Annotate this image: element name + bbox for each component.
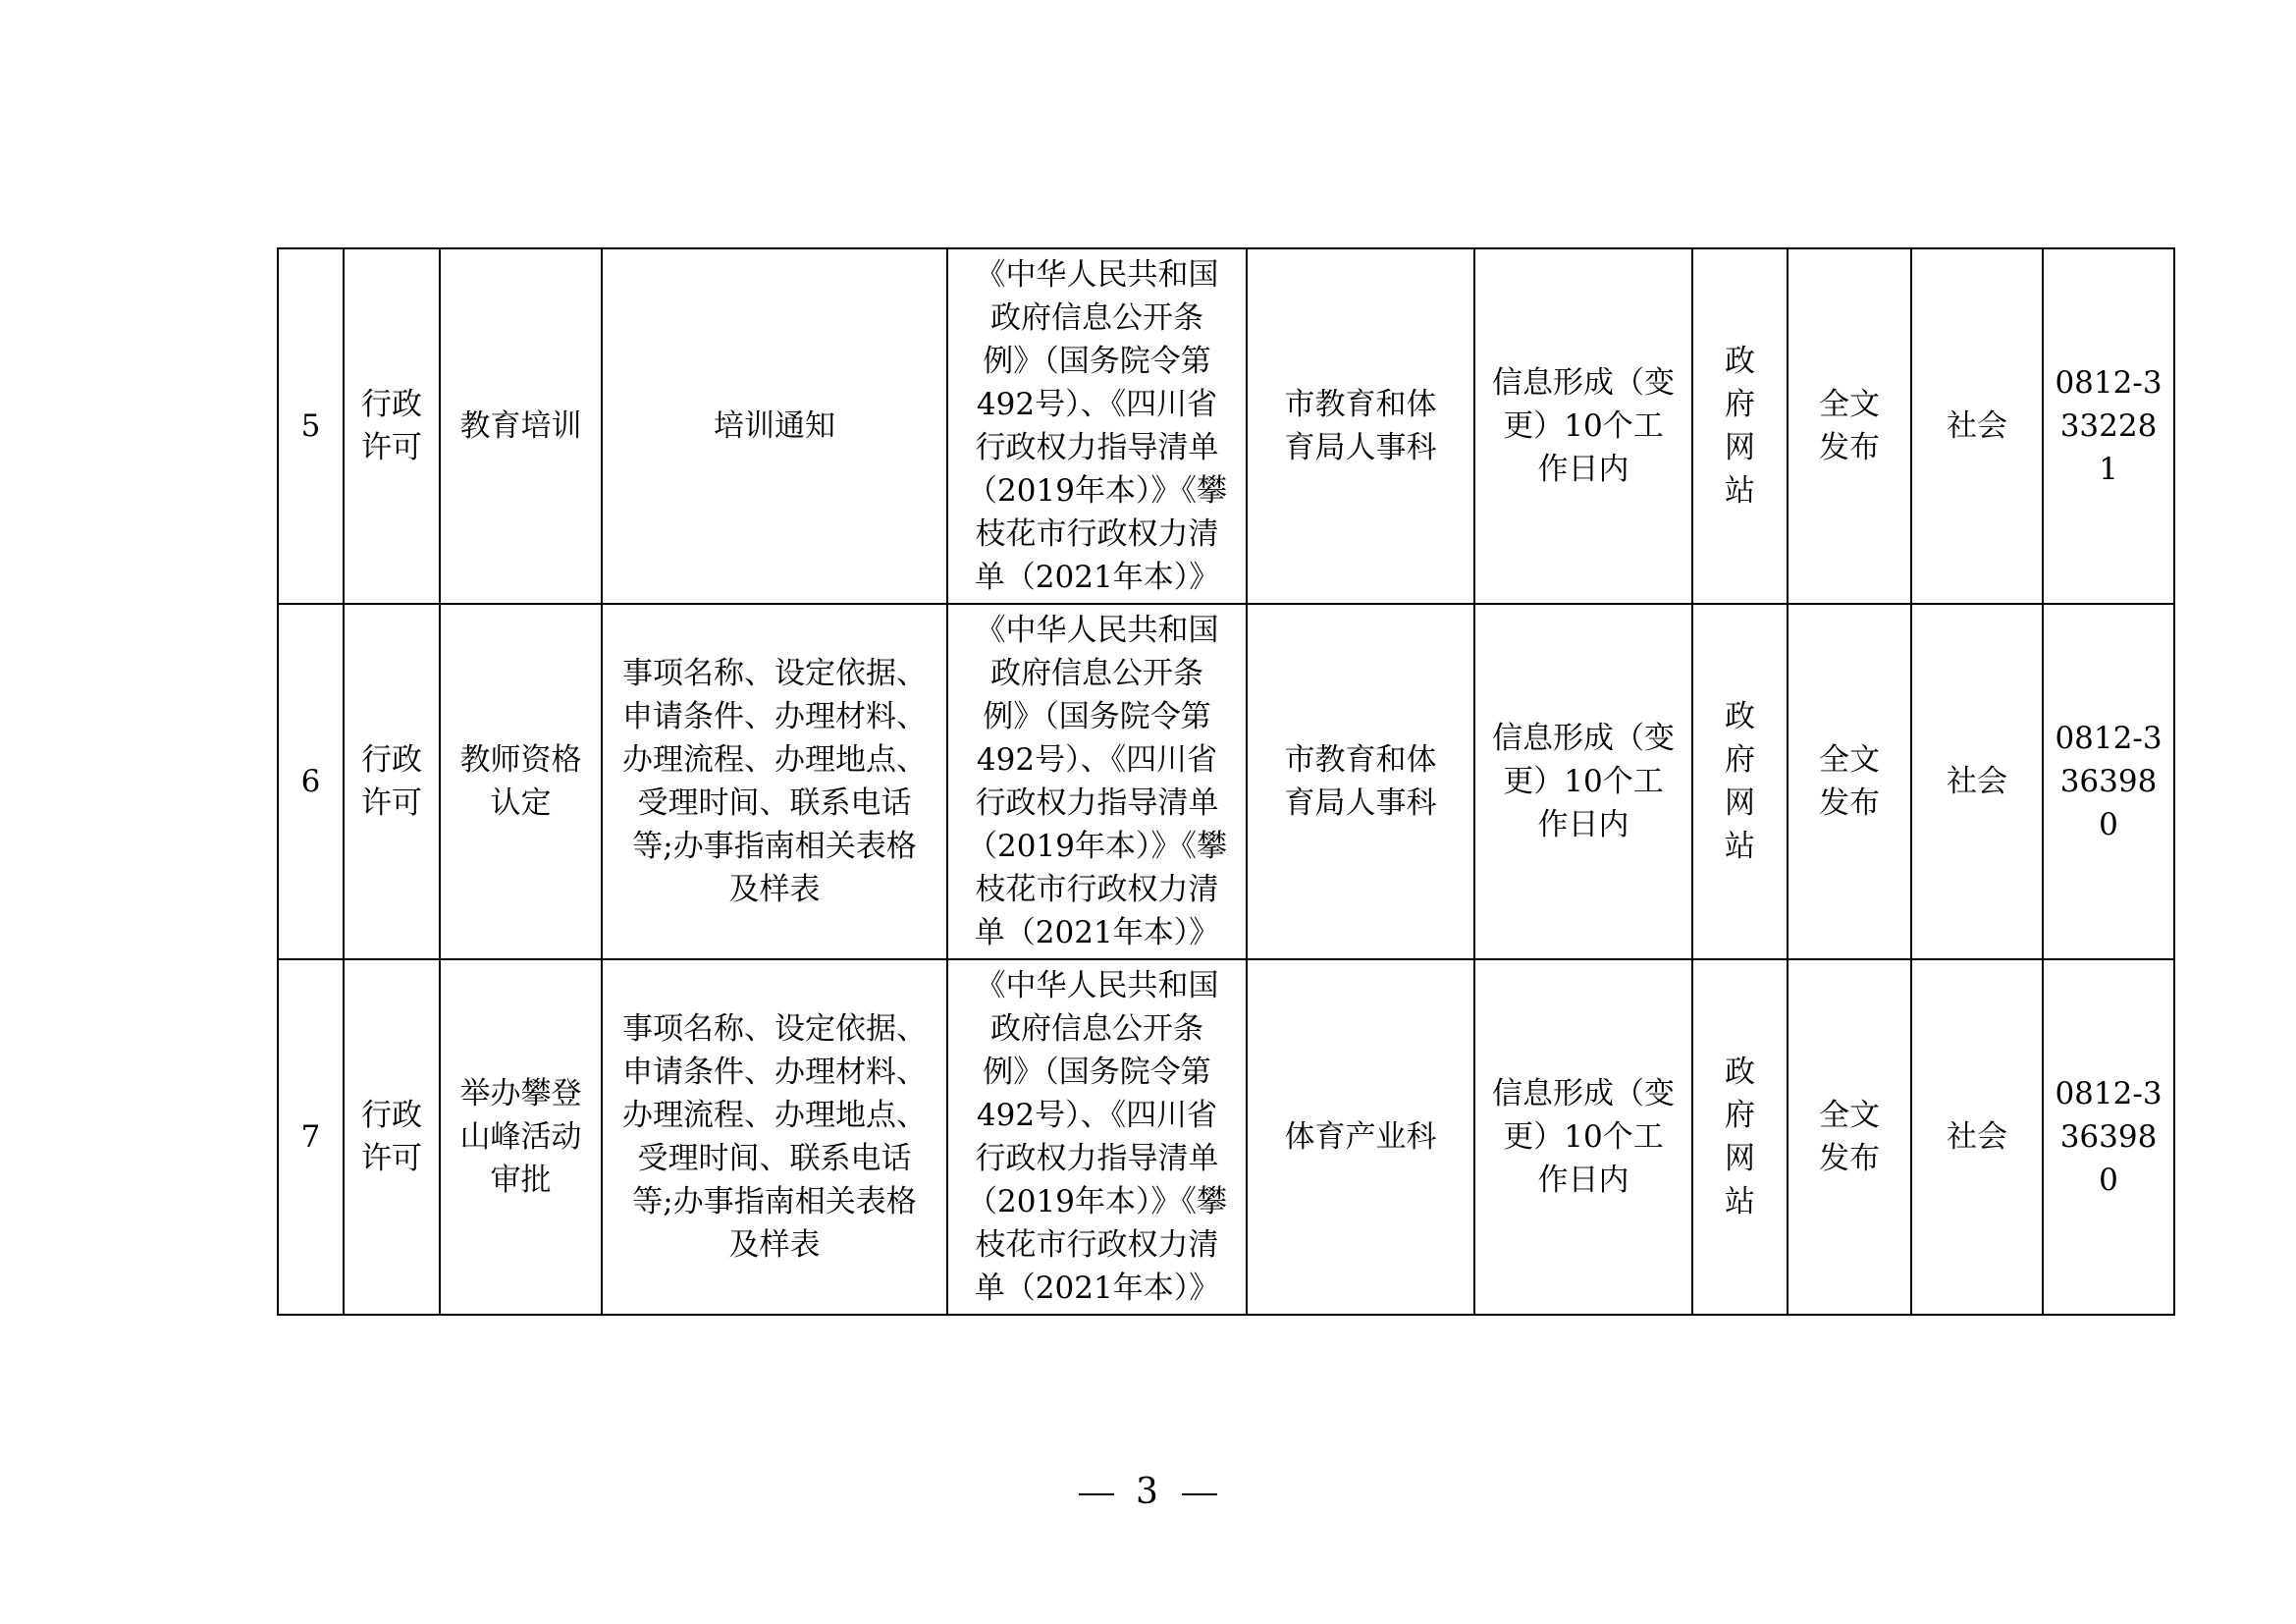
phone-text: 0812-3 363980 (2055, 721, 2163, 842)
department-text: 体育产业科 (1284, 1119, 1437, 1155)
item-text: 教育培训 (459, 408, 582, 444)
item-text: 举办攀登 山峰活动 审批 (459, 1076, 582, 1198)
category-cell (344, 959, 440, 1315)
category-cell (344, 604, 440, 959)
content-cell (602, 248, 947, 604)
scope-cell (1911, 248, 2043, 604)
phone-cell (2043, 959, 2174, 1315)
basis-text: 《中华人民共和国 政府信息公开条 例》（国务院令第 492号）、《四川省 行政权力指导清单 （2019年本）》《攀 枝花市行政权力清 单（2021年本）》 (967, 613, 1227, 950)
right-dash (1182, 1493, 1217, 1495)
time-limit-cell (1474, 959, 1692, 1315)
scope-text: 社会 (1947, 1119, 2007, 1155)
basis-cell (947, 959, 1247, 1315)
department-text: 市教育和体 育局人事科 (1284, 742, 1437, 821)
basis-cell (947, 248, 1247, 604)
content-text: 事项名称、设定依据、 申请条件、办理材料、 办理流程、办理地点、 受理时间、联系电话 等;办事指南相关表格 及样表 (622, 656, 927, 907)
category-text: 行政 许可 (361, 1098, 422, 1176)
scope-cell (1911, 959, 2043, 1315)
basis-cell (947, 604, 1247, 959)
method-cell (1788, 604, 1911, 959)
scope-text: 社会 (1947, 764, 2007, 799)
page-footer (0, 1469, 2296, 1516)
table-row (278, 604, 2174, 959)
method-text: 全文 发布 (1819, 387, 1880, 465)
department-cell (1247, 959, 1474, 1315)
department-text: 市教育和体 育局人事科 (1284, 387, 1437, 465)
row-index-cell (278, 604, 344, 959)
scope-text: 社会 (1947, 408, 2007, 444)
channel-cell (1692, 248, 1788, 604)
row-index: 6 (300, 764, 321, 799)
content-cell (602, 959, 947, 1315)
row-index-cell (278, 248, 344, 604)
method-text: 全文 发布 (1819, 742, 1880, 821)
department-cell (1247, 604, 1474, 959)
time-limit-text: 信息形成（变 更）10个工 作日内 (1492, 721, 1675, 842)
basis-text: 《中华人民共和国 政府信息公开条 例》（国务院令第 492号）、《四川省 行政权力指导清单 （2019年本）》《攀 枝花市行政权力清 单（2021年本）》 (967, 257, 1227, 595)
category-cell (344, 248, 440, 604)
channel-text: 政 府 网 站 (1725, 344, 1755, 509)
item-cell (440, 248, 602, 604)
left-dash (1079, 1493, 1114, 1495)
item-text: 教师资格 认定 (459, 742, 582, 821)
item-cell (440, 604, 602, 959)
content-cell (602, 604, 947, 959)
category-text: 行政 许可 (361, 387, 422, 465)
phone-text: 0812-3 332281 (2055, 365, 2163, 487)
time-limit-cell (1474, 604, 1692, 959)
method-cell (1788, 959, 1911, 1315)
channel-text: 政 府 网 站 (1725, 699, 1755, 864)
channel-cell (1692, 959, 1788, 1315)
basis-text: 《中华人民共和国 政府信息公开条 例》（国务院令第 492号）、《四川省 行政权力指导清单 （2019年本）》《攀 枝花市行政权力清 单（2021年本）》 (967, 968, 1227, 1306)
time-limit-cell (1474, 248, 1692, 604)
content-text: 事项名称、设定依据、 申请条件、办理材料、 办理流程、办理地点、 受理时间、联系电话 等;办事指南相关表格 及样表 (622, 1011, 927, 1263)
time-limit-text: 信息形成（变 更）10个工 作日内 (1492, 1076, 1675, 1198)
disclosure-table (277, 247, 2175, 1316)
table-row (278, 248, 2174, 604)
channel-text: 政 府 网 站 (1725, 1055, 1755, 1219)
row-index: 7 (300, 1119, 321, 1155)
item-cell (440, 959, 602, 1315)
scope-cell (1911, 604, 2043, 959)
channel-cell (1692, 604, 1788, 959)
row-index: 5 (300, 408, 321, 444)
phone-cell (2043, 604, 2174, 959)
row-index-cell (278, 959, 344, 1315)
page-number: 3 (1136, 1472, 1160, 1512)
department-cell (1247, 248, 1474, 604)
table-row (278, 959, 2174, 1315)
phone-cell (2043, 248, 2174, 604)
method-cell (1788, 248, 1911, 604)
method-text: 全文 发布 (1819, 1098, 1880, 1176)
phone-text: 0812-3 363980 (2055, 1076, 2163, 1198)
time-limit-text: 信息形成（变 更）10个工 作日内 (1492, 365, 1675, 487)
category-text: 行政 许可 (361, 742, 422, 821)
content-text: 培训通知 (714, 408, 835, 444)
